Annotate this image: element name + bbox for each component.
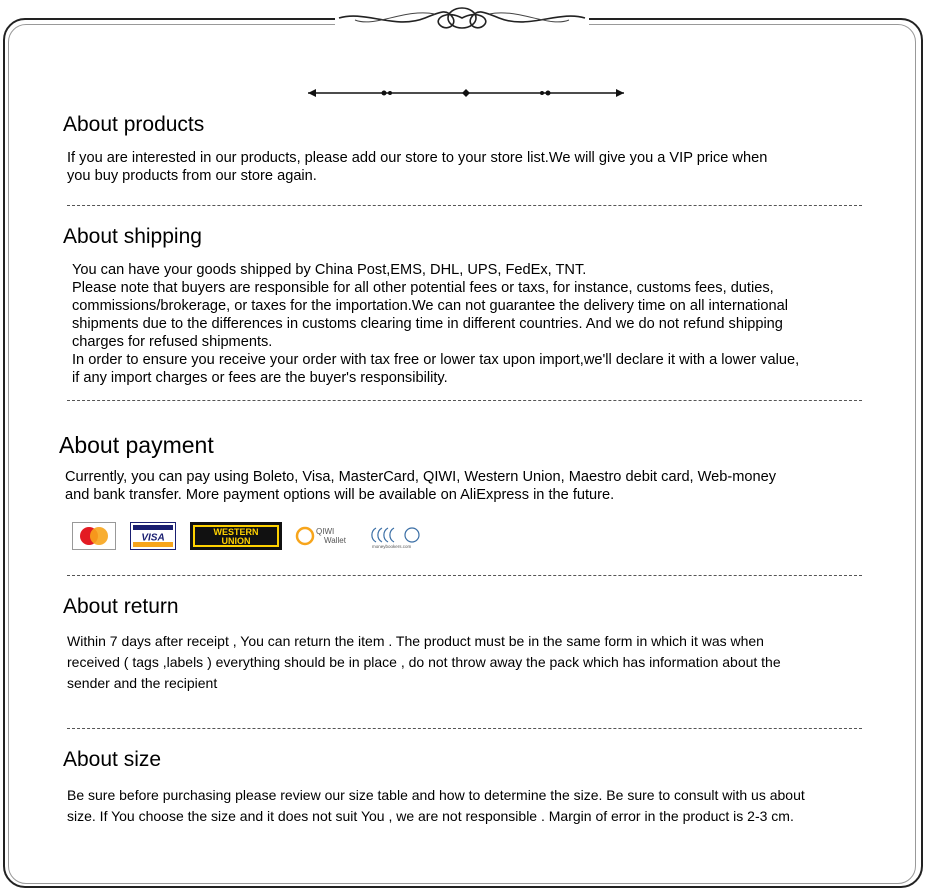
- text-line: You can have your goods shipped by China Post,EMS, DHL, UPS, FedEx, TNT.: [72, 262, 587, 278]
- text-line: Currently, you can pay using Boleto, Visa, MasterCard, QIWI, Western Union, Maestro debit card, Web-money: [65, 469, 777, 485]
- text-line: shipments due to the differences in customs clearing time in different countries. And we do not refund shipping: [72, 316, 783, 332]
- text-line: commissions/brokerage, or taxes for the importation.We can not guarantee the delivery time on all international: [72, 298, 789, 314]
- return-text: [67, 631, 781, 694]
- qiwi-wallet-logo: [294, 522, 358, 550]
- top-flourish-ornament: [335, 0, 589, 36]
- text-line: you buy products from our store again.: [67, 168, 317, 184]
- text-line: charges for refused shipments.: [72, 334, 273, 350]
- divider-ornament: [306, 86, 626, 100]
- text-line: size. If You choose the size and it does not suit You , we are not responsible . Margin of error in the product is 2-3 cm.: [67, 808, 794, 824]
- mastercard-icon: [72, 522, 116, 550]
- size-heading: About size: [63, 748, 162, 771]
- text-line: Be sure before purchasing please review our size table and how to determine the size. Be sure to consult with us about: [67, 787, 805, 803]
- payment-text: [65, 468, 776, 504]
- text-line: In order to ensure you receive your order with tax free or lower tax upon import,we'll declare it with a lower value,: [72, 352, 800, 368]
- webmoney-logo: [370, 522, 430, 550]
- visa-logo: [130, 522, 176, 550]
- payment-heading: About payment: [59, 432, 214, 458]
- shipping-text: [72, 261, 799, 387]
- section-divider: [67, 575, 862, 576]
- qiwi-wallet-text: Wallet: [324, 536, 346, 545]
- text-line: and bank transfer. More payment options will be available on AliExpress in the future.: [65, 487, 615, 503]
- western-union-text-2: UNION: [221, 536, 251, 546]
- section-divider: [67, 728, 862, 729]
- qiwi-text: QIWI: [316, 527, 335, 536]
- text-line: sender and the recipient: [67, 675, 218, 691]
- western-union-logo: [190, 522, 282, 550]
- visa-logo-text: VISA: [141, 532, 165, 544]
- section-divider: [67, 400, 862, 401]
- western-union-text-1: WESTERN: [213, 527, 259, 537]
- text-line: Please note that buyers are responsible for all other potential fees or taxs, for instance, customs fees, duties,: [72, 280, 774, 296]
- products-heading: About products: [63, 113, 205, 136]
- text-line: if any import charges or fees are the buyer's responsibility.: [72, 370, 448, 386]
- size-text: [67, 785, 805, 827]
- shipping-heading: About shipping: [63, 225, 202, 248]
- section-divider: [67, 205, 862, 206]
- products-text: [67, 149, 767, 185]
- return-heading: About return: [63, 595, 179, 618]
- text-line: If you are interested in our products, please add our store to your store list.We will give you a VIP price when: [67, 150, 768, 166]
- webmoney-text: moneybookers.com: [372, 544, 412, 549]
- text-line: Within 7 days after receipt , You can return the item . The product must be in the same form in which it was when: [67, 633, 764, 649]
- text-line: received ( tags ,labels ) everything should be in place , do not throw away the pack which has information about the: [67, 654, 781, 670]
